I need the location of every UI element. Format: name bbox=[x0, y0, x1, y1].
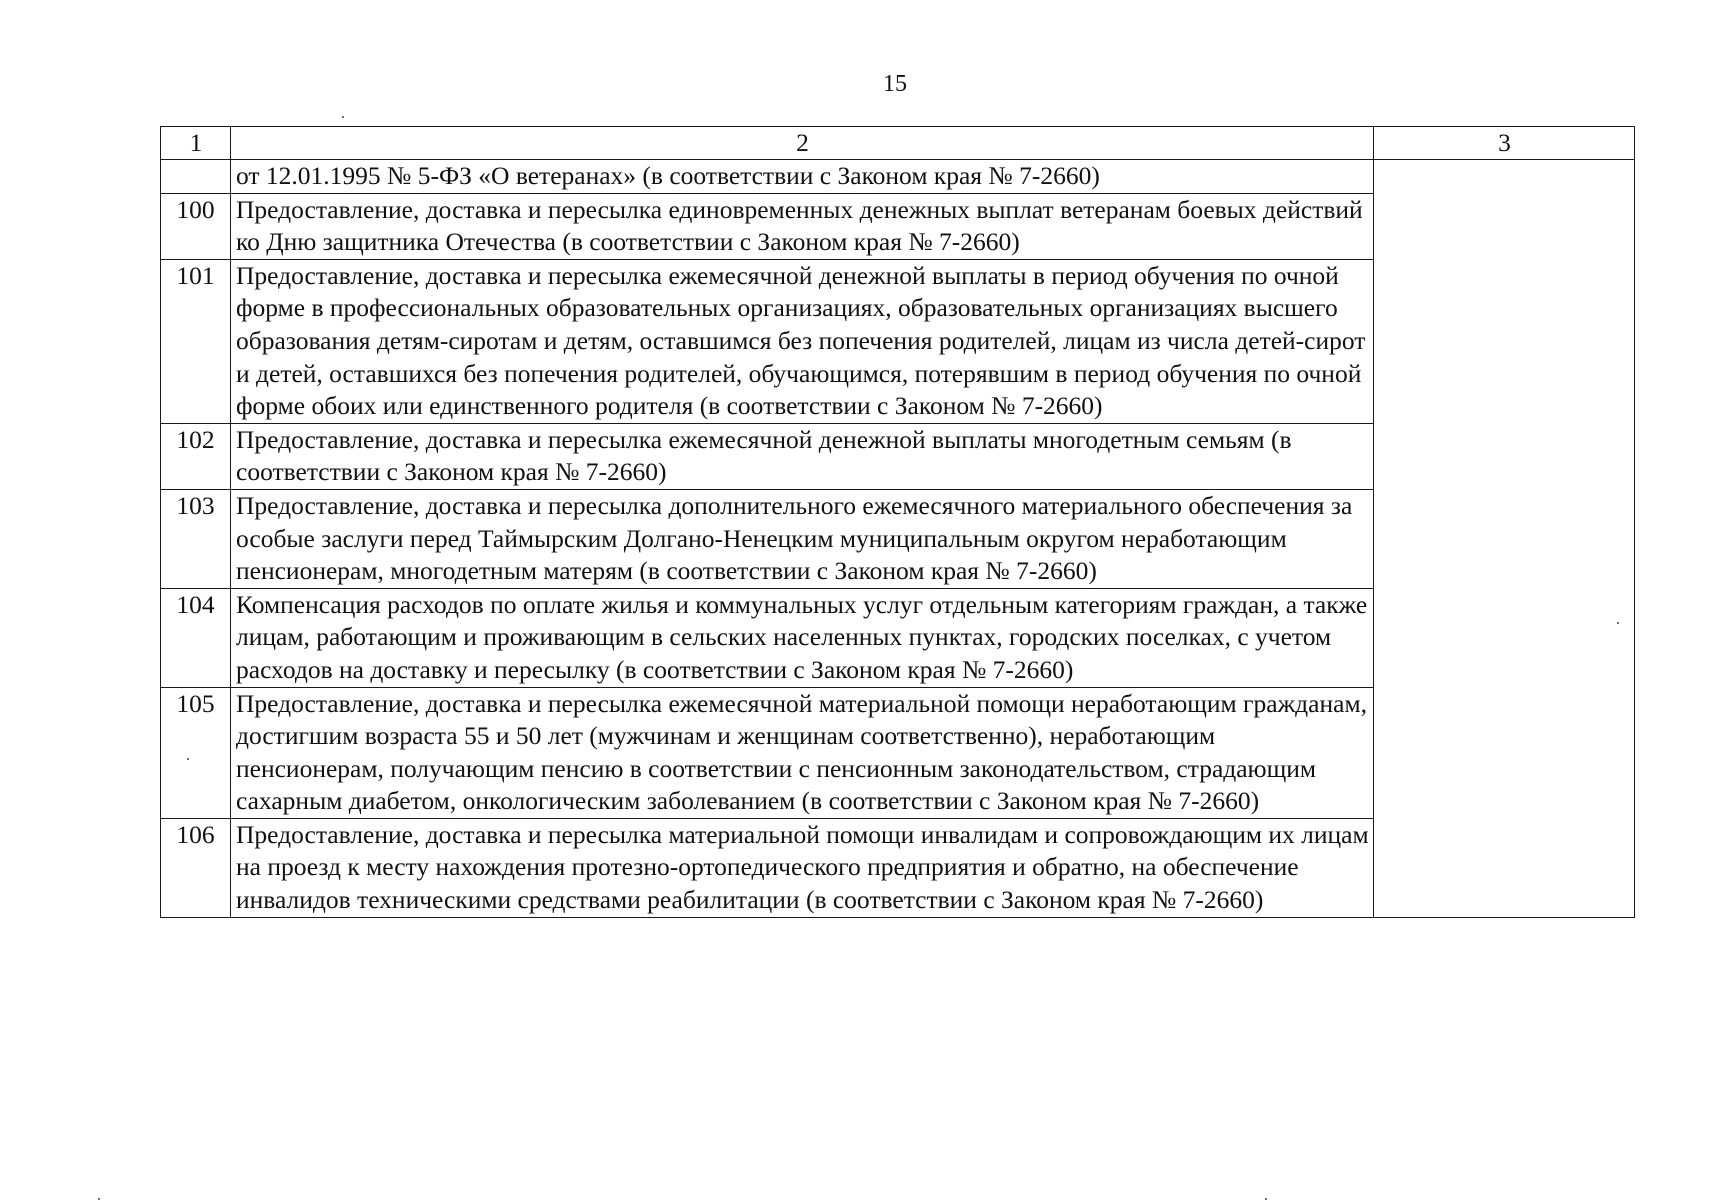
row-number: 102 bbox=[161, 423, 231, 489]
row-number bbox=[161, 160, 231, 194]
column-3-cell bbox=[1374, 160, 1635, 918]
page-number: 15 bbox=[883, 71, 907, 97]
scan-speck bbox=[1617, 622, 1619, 624]
row-number: 106 bbox=[161, 818, 231, 917]
row-description: Предоставление, доставка и пересылка ежемесячной материальной помощи неработающим гражданам, достигшим возраста 55 и 50 лет (мужчинам и женщинам соответственно), неработающим пенсионерам, получающим пенсию в соответствии с пенсионным законодательством, страдающим сахарным диабетом, онкологическим заболеванием (в соответствии с Законом края № 7-2660) bbox=[231, 687, 1374, 818]
row-description: Предоставление, доставка и пересылка ежемесячной денежной выплаты многодетным семьям (в соответствии с Законом края № 7-2660) bbox=[231, 423, 1374, 489]
row-number: 101 bbox=[161, 259, 231, 423]
scan-speck bbox=[342, 116, 344, 118]
column-header-1: 1 bbox=[161, 127, 231, 160]
row-description: Предоставление, доставка и пересылка материальной помощи инвалидам и сопровождающим их лицам на проезд к месту нахождения протезно-ортопедического предприятия и обратно, на обеспечение инвалидов техническими средствами реабилитации (в соответствии с Законом края № 7-2660) bbox=[231, 818, 1374, 917]
row-description: Предоставление, доставка и пересылка единовременных денежных выплат ветеранам боевых действий ко Дню защитника Отечества (в соответствии с Законом края № 7-2660) bbox=[231, 193, 1374, 259]
row-number: 105 bbox=[161, 687, 231, 818]
row-number: 104 bbox=[161, 588, 231, 687]
table-header-row bbox=[161, 127, 1635, 160]
row-description: от 12.01.1995 № 5-ФЗ «О ветеранах» (в соответствии с Законом края № 7-2660) bbox=[231, 160, 1374, 194]
row-description: Компенсация расходов по оплате жилья и коммунальных услуг отдельным категориям граждан, а также лицам, работающим и проживающим в сельских населенных пунктах, городских поселках, с учетом расходов на доставку и пересылку (в соответствии с Законом края № 7-2660) bbox=[231, 588, 1374, 687]
scan-speck bbox=[187, 758, 189, 760]
column-header-2: 2 bbox=[231, 127, 1374, 160]
column-header-3: 3 bbox=[1374, 127, 1635, 160]
row-description: Предоставление, доставка и пересылка ежемесячной денежной выплаты в период обучения по очной форме в профессиональных образовательных организациях, образовательных организациях высшего образования детям-сиротам и детям, оставшимся без попечения родителей, лицам из числа детей-сирот и детей, оставшихся без попечения родителей, обучающимся, потерявшим в период обучения по очной форме обоих или единственного родителя (в соответствии с Законом № 7-2660) bbox=[231, 259, 1374, 423]
services-table bbox=[160, 126, 1635, 918]
table-row bbox=[161, 160, 1635, 194]
row-number: 103 bbox=[161, 489, 231, 588]
row-description: Предоставление, доставка и пересылка дополнительного ежемесячного материального обеспечения за особые заслуги перед Таймырским Долгано-Ненецким муниципальным округом неработающим пенсионерам, многодетным матерям (в соответствии с Законом края № 7-2660) bbox=[231, 489, 1374, 588]
row-number: 100 bbox=[161, 193, 231, 259]
